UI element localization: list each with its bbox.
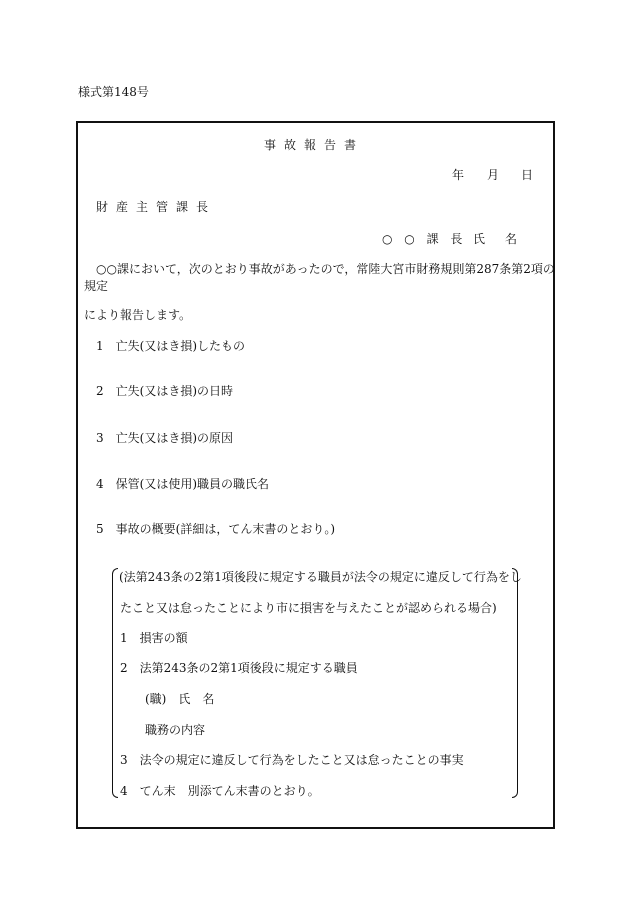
intro-line-1: ○○課において，次のとおり事故があったので，常陸大宮市財務規則第287条第2項の	[96, 262, 555, 276]
document-title: 事故報告書	[264, 138, 365, 152]
bracket-right	[512, 568, 518, 798]
bracket-item-1: 1 損害の額	[120, 631, 188, 645]
sender-name: 氏 名	[473, 232, 522, 246]
list-item-4: 4 保管(又は使用)職員の職氏名	[96, 477, 269, 491]
date-day: 日	[521, 168, 534, 182]
intro-line-2: 規定	[84, 279, 109, 293]
bracket-left	[112, 568, 118, 798]
bracket-item-2: 2 法第243条の2第1項後段に規定する職員	[120, 661, 358, 675]
date-year: 年	[452, 168, 465, 182]
bracket-item-2-sub-1: (職) 氏 名	[145, 692, 215, 706]
date-month: 月	[487, 168, 500, 182]
list-item-5: 5 事故の概要(詳細は，てん末書のとおり。)	[96, 522, 335, 536]
list-item-1: 1 亡失(又はき損)したもの	[96, 339, 245, 353]
bracket-line-2: たこと又は怠ったことにより市に損害を与えたことが認められる場合)	[120, 601, 497, 615]
sender-dept: ○ ○ 課 長	[382, 232, 467, 246]
bracket-item-4: 4 てん末 別添てん末書のとおり。	[120, 784, 320, 798]
addressee: 財産主管課長	[96, 200, 217, 214]
bracket-line-1: (法第243条の2第1項後段に規定する職員が法令の規定に違反して行為をし	[119, 570, 522, 584]
form-number: 様式第148号	[78, 85, 149, 99]
bracket-item-2-sub-2: 職務の内容	[145, 723, 206, 737]
list-item-3: 3 亡失(又はき損)の原因	[96, 431, 233, 445]
bracket-item-3: 3 法令の規定に違反して行為をしたこと又は怠ったことの事実	[120, 753, 464, 767]
list-item-2: 2 亡失(又はき損)の日時	[96, 384, 233, 398]
intro-line-3: により報告します。	[84, 308, 192, 322]
